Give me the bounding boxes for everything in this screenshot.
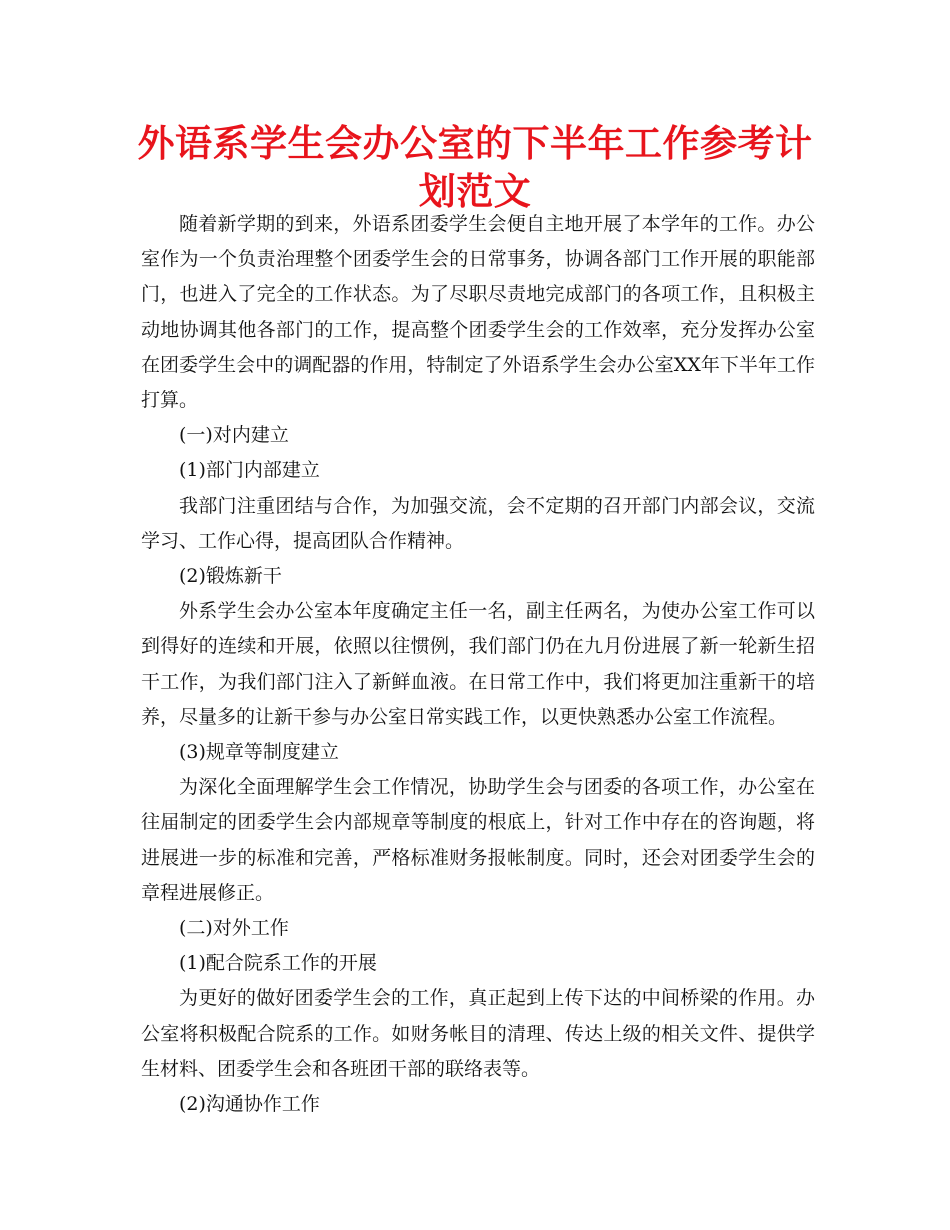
section-heading-internal: (一)对内建立 (179, 424, 289, 447)
subheading-department-building: (1)部门内部建立 (179, 459, 320, 482)
document-title: 外语系学生会办公室的下半年工作参考计划范文 (137, 122, 813, 213)
subheading-rules-system: (3)规章等制度建立 (179, 741, 339, 764)
paragraph-train-new-members: 外系学生会办公室本年度确定主任一名，副主任两名，为使办公室工作可以到得好的连续和开展，依照以往惯例，我们部门仍在九月份进展了新一轮新生招干工作，为我们部门注入了新鲜血液。在日常工作中，我们将更加注重新干的培养，尽量多的让新干参与办公室日常实践工作，以更快熟悉办公室工作流程。 (141, 600, 815, 728)
subheading-communication: (2)沟通协作工作 (179, 1093, 320, 1116)
paragraph-department-building: 我部门注重团结与合作，为加强交流，会不定期的召开部门内部会议，交流学习、工作心得，提高团队合作精神。 (141, 494, 815, 552)
paragraph-cooperate-with-college: 为更好的做好团委学生会的工作，真正起到上传下达的中间桥梁的作用。办公室将积极配合院系的工作。如财务帐目的清理、传达上级的相关文件、提供学生材料、团委学生会和各班团干部的联络表等。 (141, 987, 815, 1080)
paragraph-rules-system: 为深化全面理解学生会工作情况，协助学生会与团委的各项工作，办公室在往届制定的团委学生会内部规章等制度的根底上，针对工作中存在的咨询题，将进展进一步的标准和完善，严格标准财务报帐制度。同时，还会对团委学生会的章程进展修正。 (141, 776, 815, 904)
section-heading-external: (二)对外工作 (179, 917, 289, 940)
subheading-cooperate-with-college: (1)配合院系工作的开展 (179, 952, 377, 975)
subheading-train-new-members: (2)锻炼新干 (179, 565, 282, 588)
document-body (141, 207, 815, 1122)
intro-paragraph: 随着新学期的到来，外语系团委学生会便自主地开展了本学年的工作。办公室作为一个负责治理整个团委学生会的日常事务，协调各部门工作开展的职能部门，也进入了完全的工作状态。为了尽职尽责地完成部门的各项工作，且积极主动地协调其他各部门的工作，提高整个团委学生会的工作效率，充分发挥办公室在团委学生会中的调配器的作用，特制定了外语系学生会办公室XX年下半年工作打算。 (141, 213, 815, 412)
